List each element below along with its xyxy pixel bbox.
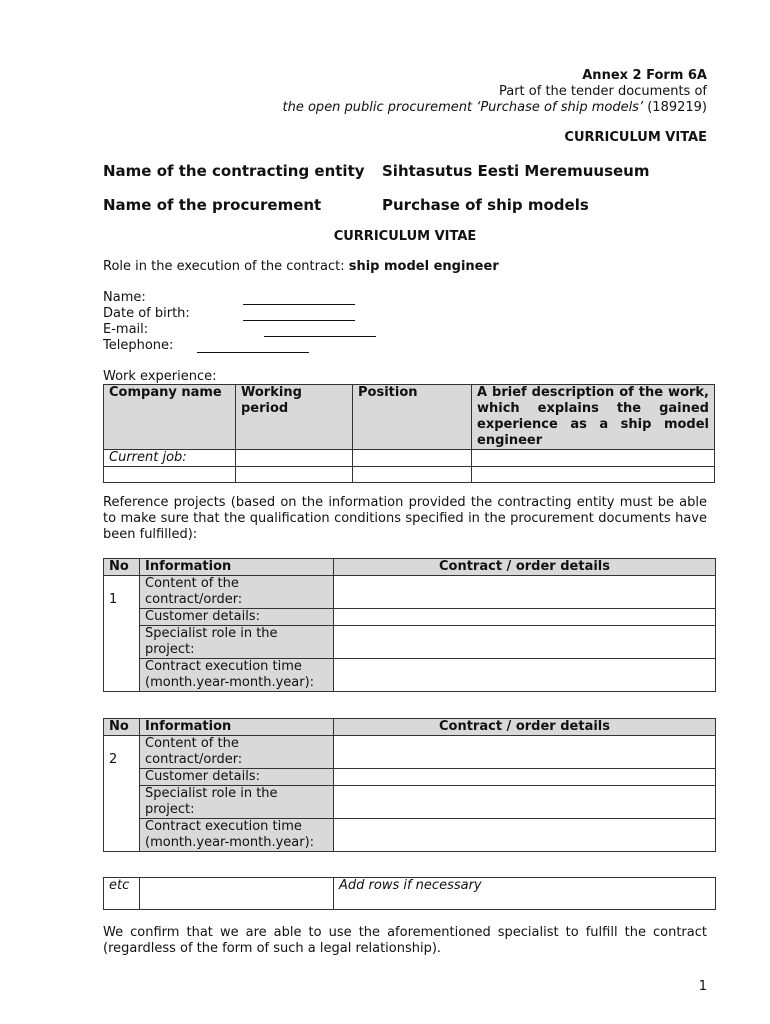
table-row (104, 626, 716, 659)
info-customer: Customer details: (140, 769, 334, 786)
work-header-row (104, 385, 715, 450)
table-row (104, 576, 716, 609)
table-row (104, 769, 716, 786)
confirmation-text: We confirm that we are able to use the aforementioned specialist to fulfill the contract (regardless of the form of such a legal relationship). (103, 925, 707, 956)
role-line (103, 259, 499, 274)
cv-title-center: CURRICULUM VITAE (333, 229, 477, 244)
contracting-entity-label: Name of the contracting entity (103, 162, 365, 180)
email-label: E-mail: (103, 322, 149, 337)
work-experience-table (103, 384, 715, 483)
add-rows-note: Add rows if necessary (334, 878, 716, 910)
procurement-title-italic: the open public procurement ‘Purchase of ship models’ (282, 100, 644, 115)
table-cell[interactable] (334, 609, 716, 626)
procurement-code: (189219) (643, 100, 707, 115)
telephone-field[interactable] (197, 342, 309, 353)
reference-intro: Reference projects (based on the information provided the contracting entity must be able to make sure that the qualification conditions specified in the procurement documents have been fulfilled): (103, 495, 707, 542)
cv-title-top: CURRICULUM VITAE (564, 130, 707, 145)
current-job-label: Current job: (104, 450, 236, 467)
etc-table (103, 877, 716, 910)
col-working-period: Working period (236, 385, 353, 450)
role-label: Role in the execution of the contract: (103, 259, 345, 274)
name-field[interactable] (243, 294, 355, 305)
reference-table-1 (103, 558, 716, 692)
col-information: Information (140, 719, 334, 736)
annex-label: Annex 2 Form 6A (582, 68, 707, 83)
col-contract-details: Contract / order details (334, 719, 716, 736)
table-row (104, 819, 716, 852)
table-cell[interactable] (472, 450, 715, 467)
table-cell[interactable] (334, 786, 716, 819)
table-cell[interactable] (472, 467, 715, 483)
table-row (104, 878, 716, 910)
table-cell[interactable] (334, 576, 716, 609)
tender-reference: Part of the tender documents of (498, 84, 707, 99)
dob-label: Date of birth: (103, 306, 190, 321)
procurement-label: Name of the procurement (103, 196, 322, 214)
table-cell[interactable] (334, 659, 716, 692)
table-cell[interactable] (104, 467, 236, 483)
row-number: 2 (104, 736, 140, 852)
table-row (104, 786, 716, 819)
contracting-entity-value: Sihtasutus Eesti Meremuuseum (382, 162, 650, 180)
procurement-reference (107, 100, 707, 116)
info-customer: Customer details: (140, 609, 334, 626)
dob-field[interactable] (243, 310, 355, 321)
work-experience-title: Work experience: (103, 369, 217, 384)
col-description: A brief description of the work, which explains the gained experience as a ship model engineer (472, 385, 715, 450)
table-cell[interactable] (353, 450, 472, 467)
table-row (104, 450, 715, 467)
row-number: 1 (104, 576, 140, 692)
info-content: Content of the contract/order: (140, 736, 334, 769)
table-cell[interactable] (236, 450, 353, 467)
role-value: ship model engineer (348, 259, 499, 274)
col-company: Company name (104, 385, 236, 450)
document-header (107, 68, 707, 116)
table-cell[interactable] (334, 736, 716, 769)
col-no: No (104, 719, 140, 736)
table-cell[interactable] (334, 626, 716, 659)
table-cell[interactable] (334, 769, 716, 786)
table-row (104, 467, 715, 483)
ref-header-row (104, 719, 716, 736)
info-execution-time: Contract execution time (month.year-month.year): (140, 659, 334, 692)
info-execution-time: Contract execution time (month.year-month.year): (140, 819, 334, 852)
procurement-value: Purchase of ship models (382, 196, 589, 214)
col-information: Information (140, 559, 334, 576)
info-role: Specialist role in the project: (140, 786, 334, 819)
ref-header-row (104, 559, 716, 576)
etc-label: etc (104, 878, 140, 910)
email-field[interactable] (264, 326, 376, 337)
info-role: Specialist role in the project: (140, 626, 334, 659)
telephone-label: Telephone: (103, 338, 174, 353)
page-number: 1 (698, 979, 707, 994)
col-position: Position (353, 385, 472, 450)
table-cell[interactable] (334, 819, 716, 852)
table-row (104, 609, 716, 626)
table-row (104, 736, 716, 769)
name-label: Name: (103, 290, 146, 305)
table-row (104, 659, 716, 692)
col-no: No (104, 559, 140, 576)
table-cell[interactable] (236, 467, 353, 483)
info-content: Content of the contract/order: (140, 576, 334, 609)
table-cell[interactable] (140, 878, 334, 910)
reference-table-2 (103, 718, 716, 852)
col-contract-details: Contract / order details (334, 559, 716, 576)
table-cell[interactable] (353, 467, 472, 483)
